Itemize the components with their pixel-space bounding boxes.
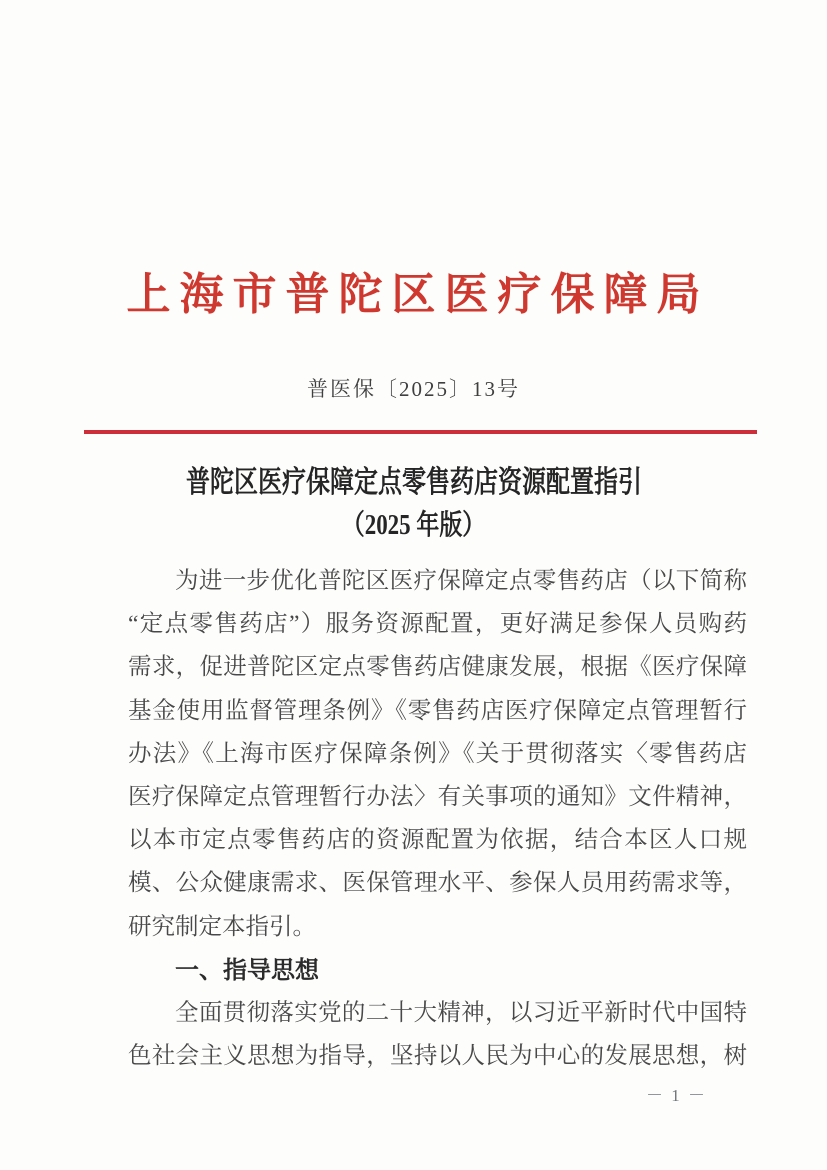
paragraph1-line: 模、公众健康需求、医保管理水平、参保人员用药需求等， bbox=[128, 870, 747, 897]
paragraph1-line: 以本市定点零售药店的资源配置为依据，结合本区人口规 bbox=[128, 827, 747, 854]
paragraph1-line: 医疗保障定点管理暂行办法〉有关事项的通知》文件精神， bbox=[128, 783, 747, 810]
section-heading-guiding-ideology: 一、指导思想 bbox=[175, 956, 319, 984]
document-body bbox=[128, 560, 747, 1078]
document-title-line1-text: 普陀区医疗保障定点零售药店资源配置指引 bbox=[185, 466, 642, 499]
page-number: － 1 － bbox=[646, 1086, 707, 1105]
paragraph1-line: 研究制定本指引。 bbox=[128, 913, 316, 940]
paragraph1-line: 基金使用监督管理条例》《零售药店医疗保障定点管理暂行 bbox=[128, 697, 747, 724]
letterhead-agency-title: 上海市普陀区医疗保障局 bbox=[126, 270, 710, 319]
letterhead-divider-rule bbox=[84, 430, 757, 434]
document-title-line2-text: （2025 年版） bbox=[341, 510, 486, 541]
paragraph1-line: “定点零售药店”）服务资源配置，更好满足参保人员购药 bbox=[128, 611, 747, 638]
document-title-line2 bbox=[0, 508, 827, 544]
document-title-line1 bbox=[0, 463, 827, 503]
paragraph1-line: 办法》《上海市医疗保障条例》《关于贯彻落实〈零售药店 bbox=[128, 740, 747, 767]
paragraph2-line: 色社会主义思想为指导，坚持以人民为中心的发展思想，树 bbox=[128, 1043, 747, 1070]
paragraph1-line: 需求，促进普陀区定点零售药店健康发展，根据《医疗保障 bbox=[128, 654, 747, 681]
document-number: 普医保〔2025〕13号 bbox=[307, 377, 520, 401]
paragraph1-line: 为进一步优化普陀区医疗保障定点零售药店（以下简称 bbox=[175, 568, 747, 594]
paragraph2-line: 全面贯彻落实党的二十大精神，以习近平新时代中国特 bbox=[175, 999, 747, 1026]
